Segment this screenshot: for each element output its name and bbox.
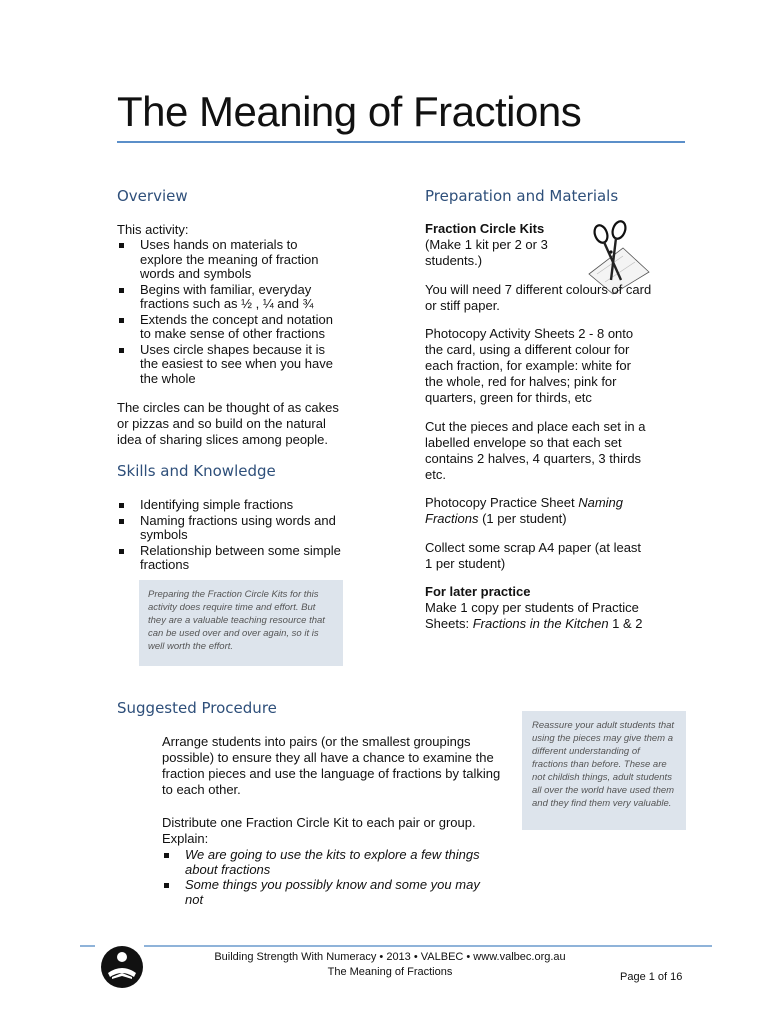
list-item: Begins with familiar, everyday fractions such as ½ , ¼ and ¾: [117, 283, 342, 312]
later-practice-suffix: 1 & 2: [608, 616, 643, 631]
kits-text: (Make 1 kit per 2 or 3 students.): [425, 237, 548, 268]
list-item: Uses hands on materials to explore the meaning of fraction words and symbols: [117, 238, 342, 282]
overview-intro: This activity:: [117, 222, 189, 237]
procedure-heading: Suggested Procedure: [117, 699, 277, 717]
title-divider: [117, 141, 685, 143]
preparation-note-box: Preparing the Fraction Circle Kits for this activity does require time and effort. But they are a valuable teaching resource that can be used over and over again, so it is well worth the effort.: [139, 580, 343, 666]
prep-paragraph-4-suffix: (1 per student): [478, 511, 567, 526]
overview-paragraph: The circles can be thought of as cakes or pizzas and so build on the natural idea of sharing slices among people.: [117, 400, 339, 447]
later-practice-title: For later practice: [425, 584, 531, 599]
overview-heading: Overview: [117, 187, 188, 205]
page-title: The Meaning of Fractions: [117, 88, 582, 135]
prep-paragraph-5: Collect some scrap A4 paper (at least 1 per student): [425, 540, 642, 571]
skills-bullet-list: [117, 498, 342, 574]
skills-heading: Skills and Knowledge: [117, 462, 276, 480]
list-item: Identifying simple fractions: [117, 498, 342, 513]
overview-bullet-list: [117, 238, 342, 387]
page-number: Page 1 of 16: [620, 971, 683, 983]
list-item: Some things you possibly know and some you may not: [162, 878, 492, 907]
kits-title: Fraction Circle Kits: [425, 221, 545, 236]
list-item: Extends the concept and notation to make sense of other fractions: [117, 313, 342, 342]
valbec-logo-icon: [98, 945, 146, 989]
prep-paragraph-1: You will need 7 different colours of card or stiff paper.: [425, 282, 652, 313]
procedure-paragraph-2: Distribute one Fraction Circle Kit to each pair or group. Explain:: [162, 815, 476, 846]
procedure-paragraph-1: Arrange students into pairs (or the smallest groupings possible) to ensure they all have a chance to examine the fraction pieces and use the language of fractions by talking to each other.: [162, 734, 501, 797]
footer-doc-title: The Meaning of Fractions: [327, 966, 453, 978]
practice-sheet-name: Naming Fractions: [425, 495, 623, 526]
practice-sheets-name: Fractions in the Kitchen: [472, 616, 609, 631]
prep-paragraph-3: Cut the pieces and place each set in a labelled envelope so that each set contains 2 halves, 4 quarters, 3 thirds etc.: [425, 419, 646, 482]
list-item: We are going to use the kits to explore a few things about fractions: [162, 848, 492, 877]
list-item: Uses circle shapes because it is the easiest to see when you have the whole: [117, 343, 342, 387]
prep-paragraph-4-text: Photocopy Practice Sheet: [425, 495, 579, 510]
footer-info: Building Strength With Numeracy • 2013 • VALBEC • www.valbec.org.au: [214, 951, 566, 963]
prep-paragraph-4: [425, 495, 635, 527]
footer-divider-left: [80, 945, 95, 947]
later-practice-text: [425, 600, 660, 632]
preparation-heading: Preparation and Materials: [425, 187, 619, 205]
list-item: Naming fractions using words and symbols: [117, 514, 342, 543]
later-practice-lead: Make 1 copy per students of Practice Sheets:: [425, 600, 639, 631]
reassure-note-box: Reassure your adult students that using the pieces may give them a different understanding of fractions than before. These are not childish things, adult students all over the world have used them and they find them very valuable.: [522, 711, 686, 830]
prep-paragraph-2: Photocopy Activity Sheets 2 - 8 onto the card, using a different colour for each fraction, for example: white for the whole, red for halves; pink for quarters, green for thirds, etc: [425, 326, 634, 405]
procedure-bullet-list: [162, 848, 492, 908]
footer-divider: [144, 945, 712, 947]
list-item: Relationship between some simple fractions: [117, 544, 342, 573]
